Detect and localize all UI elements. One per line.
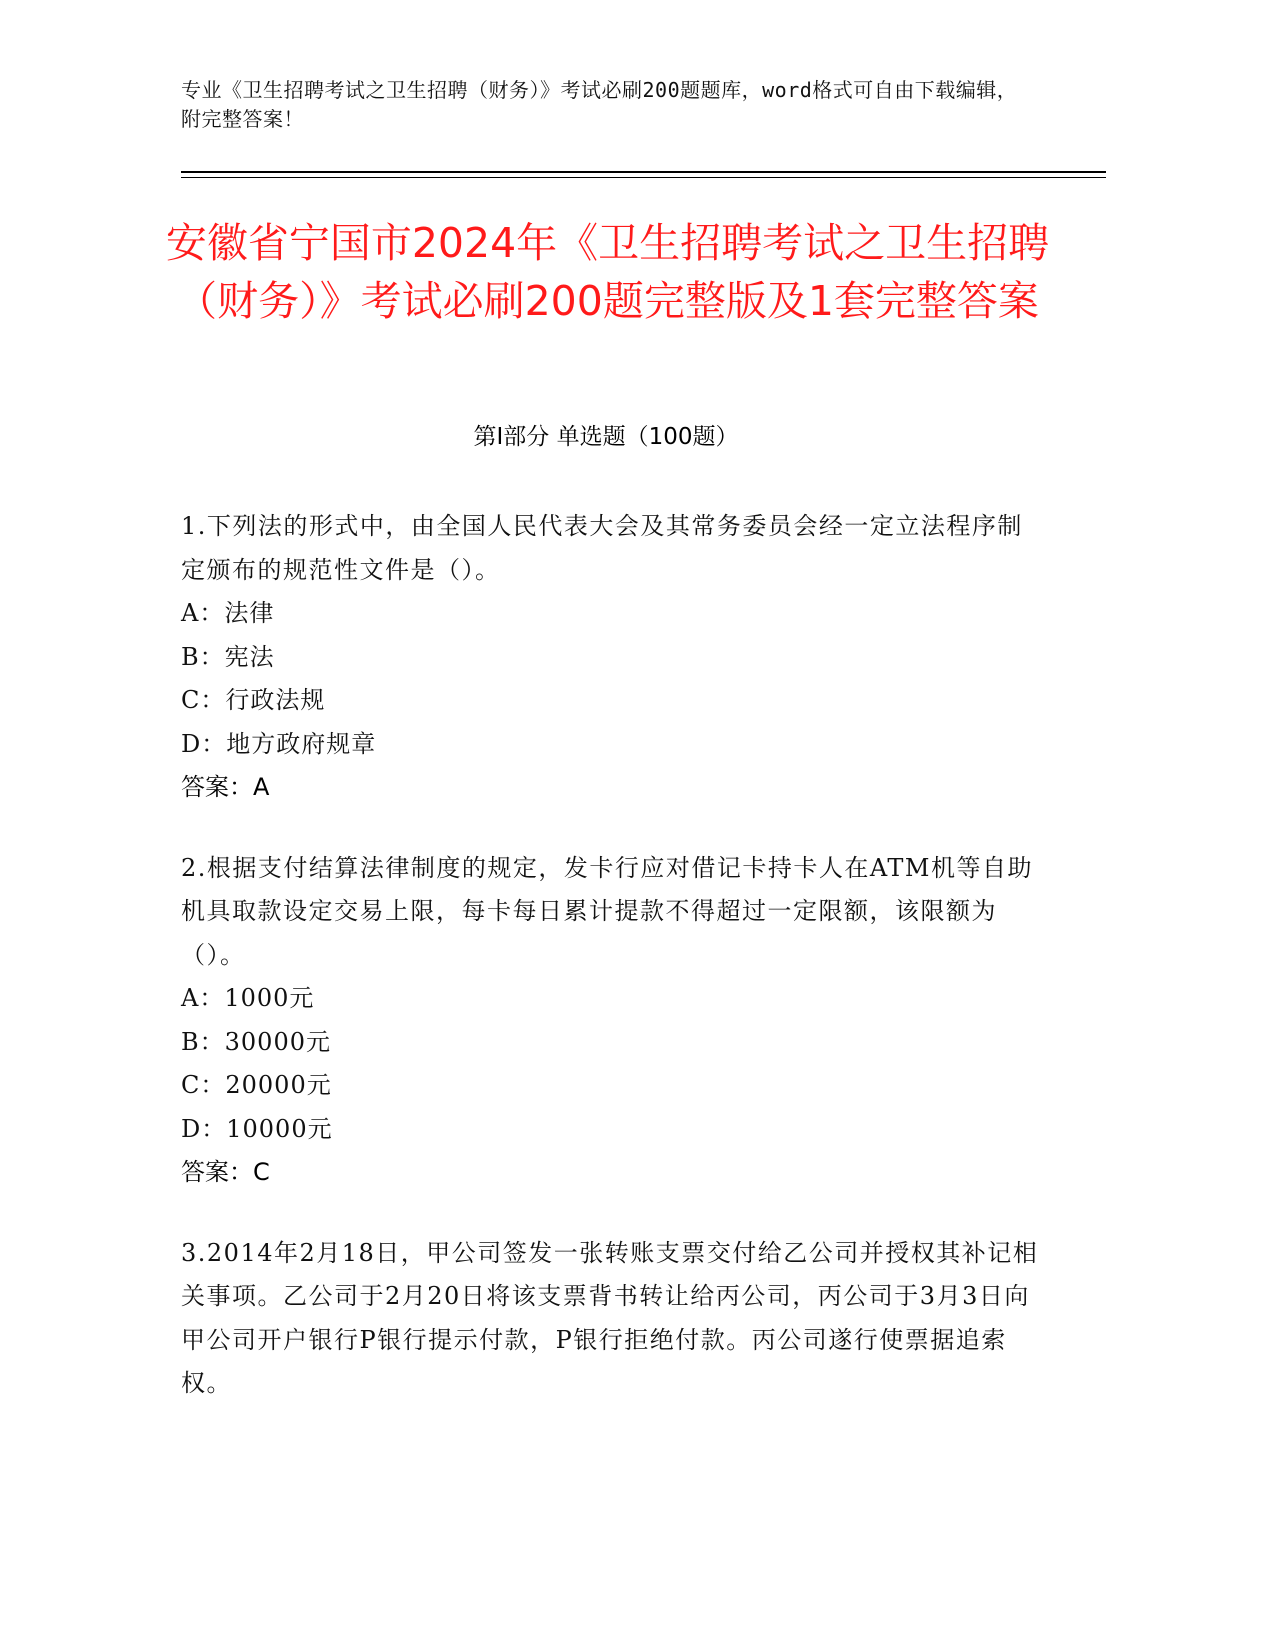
- question-2-option-c: C：20000元: [181, 1071, 332, 1099]
- question-2-text: 2.根据支付结算法律制度的规定，发卡行应对借记卡持卡人在ATM机等自助机具取款设定交易上限，每卡每日累计提款不得超过一定限额，该限额为（）。: [181, 853, 1033, 969]
- question-list: [181, 505, 1041, 1443]
- header-divider-thick: [181, 171, 1106, 173]
- question-2: [181, 847, 1041, 1195]
- question-1: [181, 505, 1041, 810]
- question-1-option-b: B：宪法: [181, 642, 275, 671]
- question-3: [181, 1232, 1041, 1406]
- question-1-option-c: C：行政法规: [181, 686, 326, 714]
- question-2-answer: 答案：C: [181, 1158, 270, 1186]
- question-2-option-a: A：1000元: [181, 984, 315, 1012]
- question-1-option-a: A：法律: [181, 599, 275, 627]
- question-2-option-d: D：10000元: [181, 1114, 333, 1143]
- section-heading: 第I部分 单选题（100题）: [473, 424, 739, 450]
- question-1-text: 1.下列法的形式中，由全国人民代表大会及其常务委员会经一定立法程序制定颁布的规范性文件是（）。: [181, 512, 1023, 584]
- question-2-option-b: B：30000元: [181, 1027, 331, 1056]
- header-note: 专业《卫生招聘考试之卫生招聘（财务）》考试必刷200题题库，word格式可自由下载编辑，附完整答案！: [181, 78, 1018, 131]
- question-1-answer: 答案：A: [181, 773, 270, 801]
- document-title: 安徽省宁国市2024年《卫生招聘考试之卫生招聘（财务）》考试必刷200题完整版及1套完整答案: [165, 219, 1050, 325]
- header-divider-thin: [181, 177, 1106, 178]
- question-3-text: 3.2014年2月18日，甲公司签发一张转账支票交付给乙公司并授权其补记相关事项。乙公司于2月20日将该支票背书转让给丙公司，丙公司于3月3日向甲公司开户银行P银行提示付款，P银行拒绝付款。丙公司遂行使票据追索权。: [181, 1238, 1039, 1397]
- question-1-option-d: D：地方政府规章: [181, 729, 377, 758]
